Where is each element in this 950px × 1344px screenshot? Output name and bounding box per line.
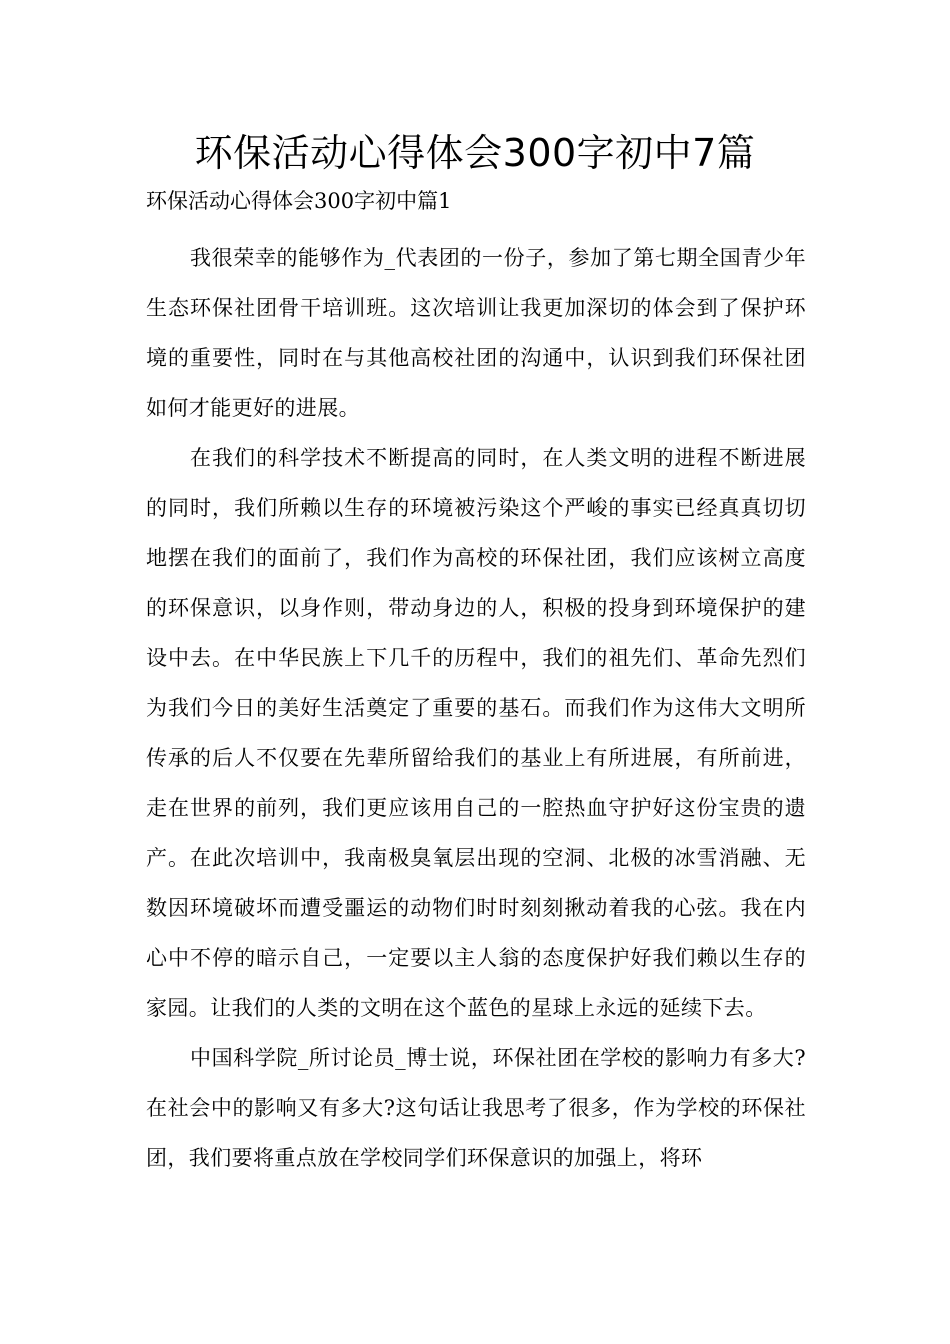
paragraph-3: 中国科学院_所讨论员_博士说，环保社团在学校的影响力有多大?在社会中的影响又有多大?这句话让我思考了很多，作为学校的环保社团，我们要将重点放在学校同学们环保意识的加强上，将环	[146, 1046, 806, 1170]
section-heading: 环保活动心得体会300字初中篇1	[146, 189, 452, 213]
document-title: 环保活动心得体会300字初中7篇	[194, 131, 756, 175]
paragraph-2: 在我们的科学技术不断提高的同时，在人类文明的进程不断进展的同时，我们所赖以生存的环境被污染这个严峻的事实已经真真切切地摆在我们的面前了，我们作为高校的环保社团，我们应该树立高度的环保意识，以身作则，带动身边的人，积极的投身到环境保护的建设中去。在中华民族上下几千的历程中，我们的祖先们、革命先烈们为我们今日的美好生活奠定了重要的基石。而我们作为这伟大文明所传承的后人不仅要在先辈所留给我们的基业上有所进展，有所前进，走在世界的前列，我们更应该用自己的一腔热血守护好这份宝贵的遗产。在此次培训中，我南极臭氧层出现的空洞、北极的冰雪消融、无数因环境破坏而遭受噩运的动物们时时刻刻揪动着我的心弦。我在内心中不停的暗示自己，一定要以主人翁的态度保护好我们赖以生存的家园。让我们的人类的文明在这个蓝色的星球上永远的延续下去。	[146, 446, 806, 1020]
document-body	[146, 233, 806, 1183]
paragraph-1: 我很荣幸的能够作为_代表团的一份子，参加了第七期全国青少年生态环保社团骨干培训班。这次培训让我更加深切的体会到了保护环境的重要性，同时在与其他高校社团的沟通中，认识到我们环保社团如何才能更好的进展。	[146, 246, 806, 420]
